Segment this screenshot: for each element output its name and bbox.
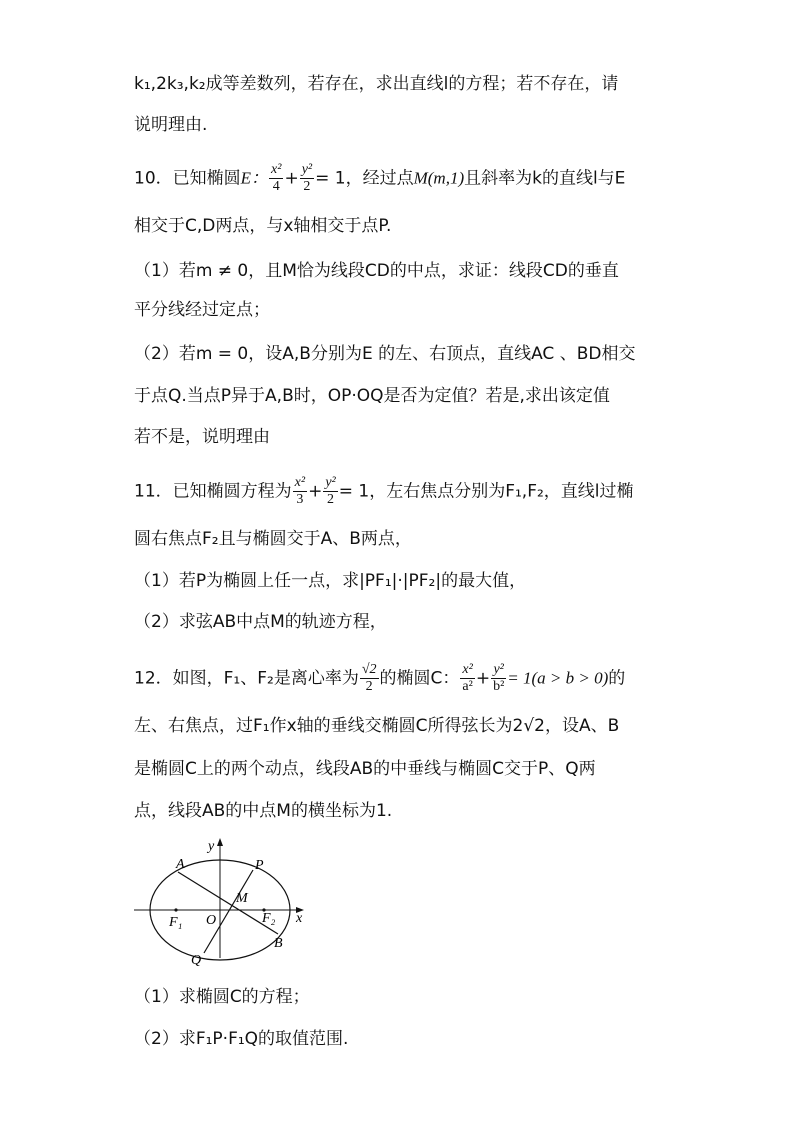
fraction-denominator: 2 xyxy=(365,679,373,694)
fraction-numerator: x² xyxy=(294,475,306,490)
text-line: 若不是，说明理由 xyxy=(134,427,270,447)
label-m: M xyxy=(236,891,248,906)
equation-rhs: = 1 xyxy=(338,481,370,502)
q11-title xyxy=(134,475,674,508)
text-line: 于点Q.当点P异于A,B时，OP·OQ是否为定值？若是,求出该定值 xyxy=(134,386,610,406)
text-line: （2）求F₁P·F₁Q的取值范围. xyxy=(134,1029,349,1049)
text-line: （2）求弦AB中点M的轨迹方程， xyxy=(134,612,387,632)
label-p: P xyxy=(255,858,264,873)
q12-mid: 的椭圆C： xyxy=(379,668,460,689)
text-line: 左、右焦点，过F₁作x轴的垂线交椭圆C所得弦长为2√2，设A、B xyxy=(134,716,620,736)
fraction xyxy=(360,662,379,695)
point-m: M(m,1) xyxy=(413,168,465,188)
chord-pq xyxy=(204,870,253,953)
text-line: 说明理由. xyxy=(134,115,208,135)
plus-sign: + xyxy=(284,168,299,189)
q10-rest: 且斜率为k的直线l与E xyxy=(464,168,626,189)
fraction xyxy=(269,162,283,195)
label-f1: F₁ xyxy=(169,915,183,930)
plus-sign: + xyxy=(475,668,491,689)
q12-prefix: 12．如图，F₁、F₂是离心率为 xyxy=(134,668,359,689)
fraction-denominator: 4 xyxy=(272,179,280,194)
fraction xyxy=(323,475,337,508)
label-b: B xyxy=(274,936,283,951)
q11-prefix: 11．已知椭圆方程为 xyxy=(134,481,292,502)
label-q: Q xyxy=(191,953,202,968)
q12-title xyxy=(134,662,674,695)
q10-title xyxy=(134,162,674,195)
label-f2: F₂ xyxy=(262,911,276,926)
text-line: （2）若m = 0，设A,B分别为E 的左、右顶点，直线AC 、BD相交 xyxy=(134,344,636,364)
fraction-numerator: y² xyxy=(491,662,506,679)
fraction-denominator: 2 xyxy=(327,492,335,507)
label-a: A xyxy=(176,857,185,872)
q10-e-label: E： xyxy=(240,168,269,188)
text-line: 平分线经过定点； xyxy=(134,300,270,320)
text-line: （1）若P为椭圆上任一点，求|PF₁|·|PF₂|的最大值， xyxy=(134,571,527,591)
fraction-numerator: y² xyxy=(325,475,336,490)
text-line: （1）若m ≠ 0，且M恰为线段CD的中点，求证：线段CD的垂直 xyxy=(134,261,619,281)
fraction-numerator: y² xyxy=(301,162,313,177)
q11-rest: ，左右焦点分别为F₁,F₂，直线l过椭 xyxy=(369,481,634,502)
focus-f1 xyxy=(174,908,177,911)
text-line: k₁,2k₃,k₂成等差数列，若存在，求出直线l的方程；若不存在，请 xyxy=(134,74,619,94)
fraction-denominator: 3 xyxy=(296,492,304,507)
text-line: 点，线段AB的中点M的横坐标为1. xyxy=(134,801,393,821)
plus-sign: + xyxy=(308,481,323,502)
fraction-numerator: √2 xyxy=(361,662,377,677)
text-line: 圆右焦点F₂且与椭圆交于A、B两点， xyxy=(134,529,412,549)
fraction xyxy=(300,162,314,195)
equation-rhs: = 1，经过点 xyxy=(315,168,414,189)
fraction-numerator: x² xyxy=(462,662,473,677)
fraction-denominator: 2 xyxy=(303,179,311,194)
text-line: 是椭圆C上的两个动点，线段AB的中垂线与椭圆C交于P、Q两 xyxy=(134,759,596,779)
fraction xyxy=(293,475,307,508)
fraction-numerator: x² xyxy=(271,162,282,177)
q12-rest: 的 xyxy=(608,668,626,689)
fraction xyxy=(460,662,474,695)
text-line: 相交于C,D两点，与x轴相交于点P. xyxy=(134,216,392,236)
equation-rhs: = 1(a > b > 0) xyxy=(507,668,609,688)
ellipse-figure xyxy=(128,830,318,970)
label-o: O xyxy=(206,913,217,928)
fraction xyxy=(491,662,506,695)
y-axis-arrow xyxy=(217,838,223,846)
fraction-denominator: b² xyxy=(493,679,505,694)
text-line: （1）求椭圆C的方程； xyxy=(134,987,310,1007)
label-y: y xyxy=(208,839,215,854)
fraction-denominator: a² xyxy=(462,679,473,694)
label-x: x xyxy=(296,911,303,926)
q10-prefix: 10．已知椭圆 xyxy=(134,168,241,189)
